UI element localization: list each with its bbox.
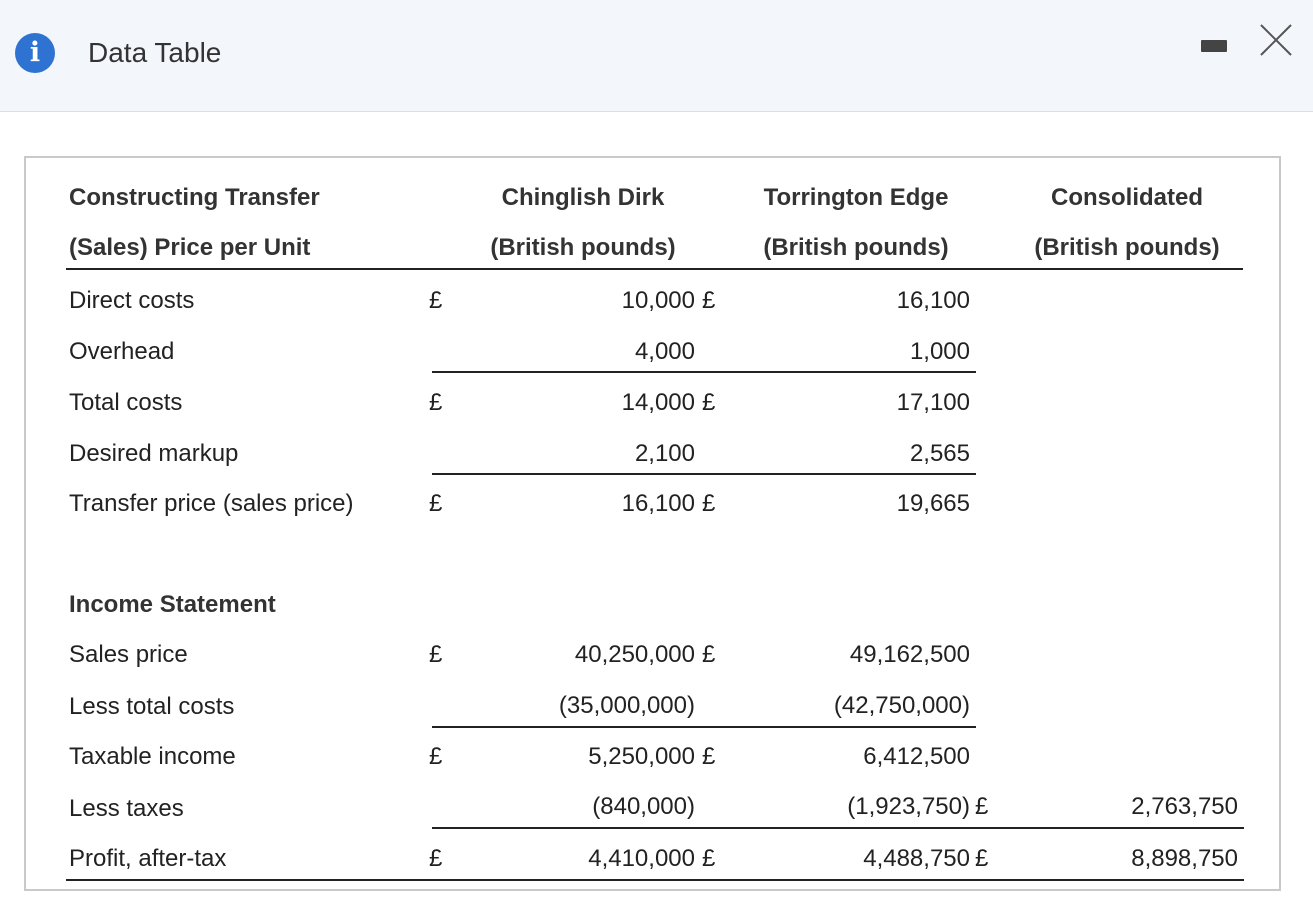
dialog-header xyxy=(0,0,1313,112)
table-bottom-line xyxy=(66,879,1244,881)
dialog-title: Data Table xyxy=(88,37,222,68)
cell-torrington: 19,665 xyxy=(896,490,970,517)
currency-symbol: £ xyxy=(429,389,443,416)
minimize-icon[interactable] xyxy=(1201,40,1227,52)
cell-torrington: 1,000 xyxy=(909,338,970,365)
cell-consolidated: 8,898,750 xyxy=(1131,845,1238,872)
currency-symbol: £ xyxy=(429,641,443,668)
cell-torrington: 17,100 xyxy=(896,389,970,416)
close-icon[interactable] xyxy=(1258,22,1294,58)
cell-chinglish: (840,000) xyxy=(592,793,695,820)
row-label: Profit, after-tax xyxy=(69,845,227,872)
subtotal-line xyxy=(432,726,976,728)
cell-chinglish: 14,000 xyxy=(621,389,695,416)
cell-chinglish: 10,000 xyxy=(621,287,695,314)
cell-consolidated: 2,763,750 xyxy=(1131,793,1238,820)
currency-symbol: £ xyxy=(702,287,716,314)
cell-chinglish: (35,000,000) xyxy=(558,692,695,719)
subtotal-line xyxy=(432,473,976,475)
cell-torrington: 49,162,500 xyxy=(849,641,970,668)
currency-symbol: £ xyxy=(702,743,716,770)
header-col0-line2: (Sales) Price per Unit xyxy=(69,234,311,261)
cell-chinglish: 40,250,000 xyxy=(574,641,695,668)
currency-symbol: £ xyxy=(429,287,443,314)
cell-chinglish: 2,100 xyxy=(634,440,695,467)
cell-chinglish: 4,000 xyxy=(634,338,695,365)
cell-torrington: (1,923,750) xyxy=(847,793,970,820)
row-label: Overhead xyxy=(69,338,175,365)
header-torrington-edge-unit: (British pounds) xyxy=(763,234,949,261)
row-label: Less taxes xyxy=(69,795,184,822)
cell-torrington: 6,412,500 xyxy=(863,743,970,770)
header-consolidated-unit: (British pounds) xyxy=(1034,234,1220,261)
header-col0-line1: Constructing Transfer xyxy=(69,184,320,211)
currency-symbol: £ xyxy=(429,743,443,770)
cell-chinglish: 16,100 xyxy=(621,490,695,517)
currency-symbol: £ xyxy=(429,845,443,872)
row-label: Transfer price (sales price) xyxy=(69,490,354,517)
row-label: Direct costs xyxy=(69,287,195,314)
subtotal-line xyxy=(432,371,976,373)
subtotal-line xyxy=(432,827,1244,829)
row-label: Sales price xyxy=(69,641,188,668)
cell-chinglish: 5,250,000 xyxy=(588,743,695,770)
cell-chinglish: 4,410,000 xyxy=(588,845,695,872)
row-label: Less total costs xyxy=(69,693,235,720)
currency-symbol: £ xyxy=(702,845,716,872)
info-icon: i xyxy=(15,33,55,73)
header-underline xyxy=(66,268,1243,270)
row-label: Desired markup xyxy=(69,440,239,467)
currency-symbol: £ xyxy=(702,641,716,668)
cell-torrington: (42,750,000) xyxy=(833,692,970,719)
currency-symbol: £ xyxy=(975,793,989,820)
data-table-panel xyxy=(24,156,1281,891)
cell-torrington: 2,565 xyxy=(909,440,970,467)
header-chinglish-dirk: Chinglish Dirk xyxy=(501,184,665,211)
header-chinglish-dirk-unit: (British pounds) xyxy=(490,234,676,261)
income-statement-heading: Income Statement xyxy=(69,591,276,618)
cell-torrington: 4,488,750 xyxy=(863,845,970,872)
row-label: Total costs xyxy=(69,389,183,416)
cell-torrington: 16,100 xyxy=(896,287,970,314)
row-label: Taxable income xyxy=(69,743,236,770)
currency-symbol: £ xyxy=(429,490,443,517)
header-consolidated: Consolidated xyxy=(1050,184,1203,211)
currency-symbol: £ xyxy=(702,490,716,517)
currency-symbol: £ xyxy=(975,845,989,872)
currency-symbol: £ xyxy=(702,389,716,416)
header-torrington-edge: Torrington Edge xyxy=(763,184,949,211)
